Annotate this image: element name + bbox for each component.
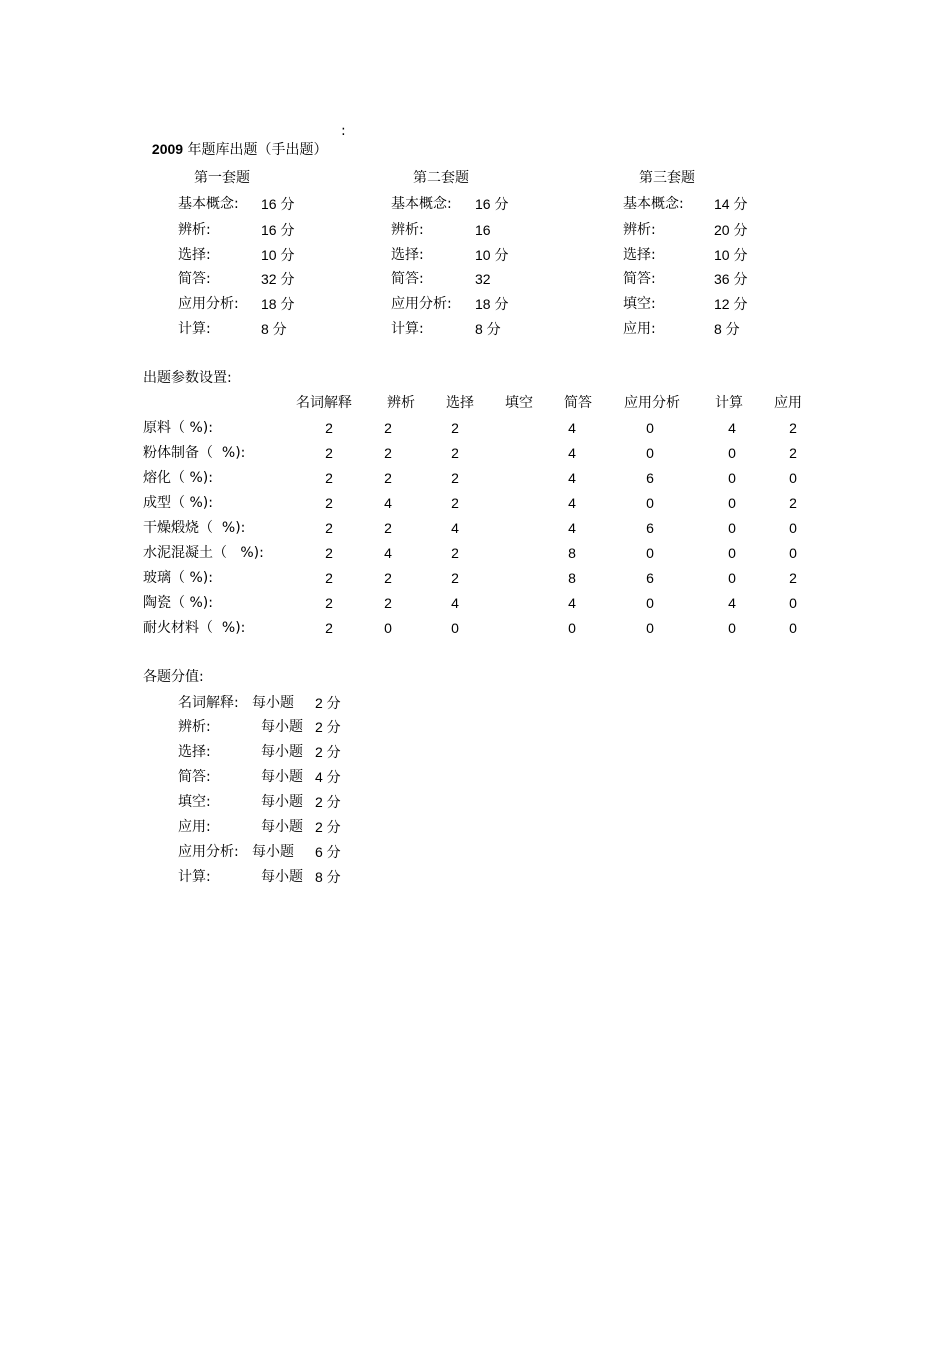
set-row-label: 简答: xyxy=(391,271,424,287)
param-cell: 0 xyxy=(646,445,654,461)
param-cell: 0 xyxy=(451,620,459,636)
param-cell: 0 xyxy=(646,420,654,436)
set-row-label: 辨析: xyxy=(623,222,656,238)
score-label: 填空: xyxy=(178,794,211,810)
score-value: 2 分 xyxy=(315,744,341,760)
set-row-label: 选择: xyxy=(178,247,211,263)
param-row-label: 熔化（ %): xyxy=(143,470,213,486)
set-row-value: 10 分 xyxy=(261,247,295,263)
param-cell: 2 xyxy=(325,595,333,611)
param-cell: 8 xyxy=(568,545,576,561)
score-label: 应用: xyxy=(178,819,211,835)
set-row-value: 36 分 xyxy=(714,271,748,287)
set-row-value: 14 分 xyxy=(714,196,748,212)
param-cell: 8 xyxy=(568,570,576,586)
set-row-value: 18 分 xyxy=(261,296,295,312)
param-cell: 4 xyxy=(568,495,576,511)
score-per: 每小题 xyxy=(261,719,303,735)
param-cell: 2 xyxy=(325,545,333,561)
column-header: 名词解释 xyxy=(296,395,352,411)
param-cell: 4 xyxy=(451,595,459,611)
score-per: 每小题 xyxy=(261,869,303,885)
param-cell: 2 xyxy=(384,470,392,486)
score-value: 2 分 xyxy=(315,819,341,835)
param-cell: 4 xyxy=(728,420,736,436)
param-cell: 4 xyxy=(384,495,392,511)
score-per: 每小题 xyxy=(252,844,294,860)
param-cell: 2 xyxy=(789,495,797,511)
set-row-label: 填空: xyxy=(623,296,656,312)
param-cell: 0 xyxy=(646,495,654,511)
set-row-value: 16 分 xyxy=(261,196,295,212)
score-value: 2 分 xyxy=(315,719,341,735)
param-cell: 4 xyxy=(384,545,392,561)
param-cell: 2 xyxy=(325,470,333,486)
param-cell: 2 xyxy=(384,595,392,611)
set-row-value: 32 分 xyxy=(261,271,295,287)
param-cell: 4 xyxy=(568,595,576,611)
scores-heading: 各题分值: xyxy=(143,669,204,685)
param-cell: 6 xyxy=(646,470,654,486)
param-row-label: 成型（ %): xyxy=(143,495,213,511)
param-cell: 2 xyxy=(325,445,333,461)
param-cell: 2 xyxy=(451,470,459,486)
set-row-value: 16 分 xyxy=(475,196,509,212)
param-cell: 2 xyxy=(325,570,333,586)
param-cell: 4 xyxy=(451,520,459,536)
set-row-value: 12 分 xyxy=(714,296,748,312)
param-cell: 0 xyxy=(728,495,736,511)
param-cell: 4 xyxy=(568,420,576,436)
param-cell: 2 xyxy=(451,445,459,461)
param-cell: 0 xyxy=(728,620,736,636)
set-row-label: 计算: xyxy=(391,321,424,337)
param-cell: 0 xyxy=(646,545,654,561)
score-per: 每小题 xyxy=(261,769,303,785)
param-cell: 0 xyxy=(728,470,736,486)
param-cell: 0 xyxy=(728,520,736,536)
column-header: 计算 xyxy=(715,395,743,411)
param-cell: 2 xyxy=(325,420,333,436)
set-row-value: 32 xyxy=(475,271,491,287)
param-cell: 0 xyxy=(568,620,576,636)
param-cell: 2 xyxy=(451,495,459,511)
param-row-label: 耐火材料（ %): xyxy=(143,620,246,636)
set-row-value: 20 分 xyxy=(714,222,748,238)
column-header: 应用 xyxy=(774,395,802,411)
set-row-value: 16 分 xyxy=(261,222,295,238)
title-colon: : xyxy=(341,123,346,139)
param-cell: 2 xyxy=(789,570,797,586)
param-cell: 2 xyxy=(451,420,459,436)
set-heading: 第二套题 xyxy=(413,170,469,186)
score-label: 简答: xyxy=(178,769,211,785)
param-cell: 6 xyxy=(646,570,654,586)
param-cell: 6 xyxy=(646,520,654,536)
param-cell: 2 xyxy=(789,420,797,436)
param-cell: 0 xyxy=(789,545,797,561)
param-cell: 0 xyxy=(728,570,736,586)
param-cell: 2 xyxy=(325,620,333,636)
score-label: 选择: xyxy=(178,744,211,760)
param-cell: 2 xyxy=(384,520,392,536)
params-heading: 出题参数设置: xyxy=(143,370,232,386)
column-header: 辨析 xyxy=(387,395,415,411)
set-row-label: 计算: xyxy=(178,321,211,337)
set-row-value: 16 xyxy=(475,222,491,238)
set-heading: 第三套题 xyxy=(639,170,695,186)
param-row-label: 陶瓷（ %): xyxy=(143,595,213,611)
param-cell: 0 xyxy=(728,545,736,561)
score-label: 应用分析: xyxy=(178,844,239,860)
param-cell: 4 xyxy=(568,470,576,486)
set-row-label: 基本概念: xyxy=(623,196,684,212)
score-value: 2 分 xyxy=(315,794,341,810)
set-row-label: 选择: xyxy=(623,247,656,263)
set-row-value: 8 分 xyxy=(714,321,740,337)
param-cell: 4 xyxy=(568,520,576,536)
set-row-label: 应用: xyxy=(623,321,656,337)
set-row-label: 辨析: xyxy=(178,222,211,238)
param-row-label: 原料（ %): xyxy=(143,420,213,436)
score-per: 每小题 xyxy=(261,819,303,835)
score-label: 辨析: xyxy=(178,719,211,735)
set-row-label: 基本概念: xyxy=(178,196,239,212)
set-row-label: 简答: xyxy=(178,271,211,287)
column-header: 选择 xyxy=(446,395,474,411)
set-row-label: 简答: xyxy=(623,271,656,287)
param-row-label: 粉体制备（ %): xyxy=(143,445,246,461)
title-year: 2009 xyxy=(151,141,184,157)
score-label: 计算: xyxy=(178,869,211,885)
set-row-label: 选择: xyxy=(391,247,424,263)
score-per: 每小题 xyxy=(252,695,294,711)
param-row-label: 玻璃（ %): xyxy=(143,570,213,586)
set-row-label: 应用分析: xyxy=(178,296,239,312)
column-header: 填空 xyxy=(505,395,533,411)
set-row-value: 10 分 xyxy=(714,247,748,263)
score-value: 6 分 xyxy=(315,844,341,860)
param-cell: 0 xyxy=(728,445,736,461)
score-per: 每小题 xyxy=(261,744,303,760)
param-cell: 0 xyxy=(384,620,392,636)
param-cell: 0 xyxy=(789,520,797,536)
param-cell: 4 xyxy=(568,445,576,461)
set-row-label: 辨析: xyxy=(391,222,424,238)
set-heading: 第一套题 xyxy=(194,170,250,186)
param-cell: 2 xyxy=(384,570,392,586)
param-cell: 0 xyxy=(789,595,797,611)
param-cell: 2 xyxy=(325,520,333,536)
param-cell: 4 xyxy=(728,595,736,611)
score-label: 名词解释: xyxy=(178,695,239,711)
param-cell: 0 xyxy=(789,620,797,636)
param-cell: 2 xyxy=(384,420,392,436)
param-cell: 2 xyxy=(325,495,333,511)
set-row-value: 10 分 xyxy=(475,247,509,263)
column-header: 应用分析 xyxy=(624,395,680,411)
param-cell: 2 xyxy=(789,445,797,461)
score-value: 4 分 xyxy=(315,769,341,785)
set-row-value: 18 分 xyxy=(475,296,509,312)
set-row-value: 8 分 xyxy=(475,321,501,337)
set-row-label: 基本概念: xyxy=(391,196,452,212)
param-cell: 2 xyxy=(451,545,459,561)
column-header: 简答 xyxy=(564,395,592,411)
page-title xyxy=(143,122,328,159)
title-text: 年题库出题（手出题） xyxy=(183,142,328,158)
param-cell: 2 xyxy=(384,445,392,461)
param-row-label: 水泥混凝土（ %): xyxy=(143,545,264,561)
score-per: 每小题 xyxy=(261,794,303,810)
param-cell: 0 xyxy=(646,595,654,611)
param-row-label: 干燥煅烧（ %): xyxy=(143,520,246,536)
set-row-value: 8 分 xyxy=(261,321,287,337)
param-cell: 0 xyxy=(789,470,797,486)
score-value: 8 分 xyxy=(315,869,341,885)
param-cell: 2 xyxy=(451,570,459,586)
set-row-label: 应用分析: xyxy=(391,296,452,312)
param-cell: 0 xyxy=(646,620,654,636)
score-value: 2 分 xyxy=(315,695,341,711)
